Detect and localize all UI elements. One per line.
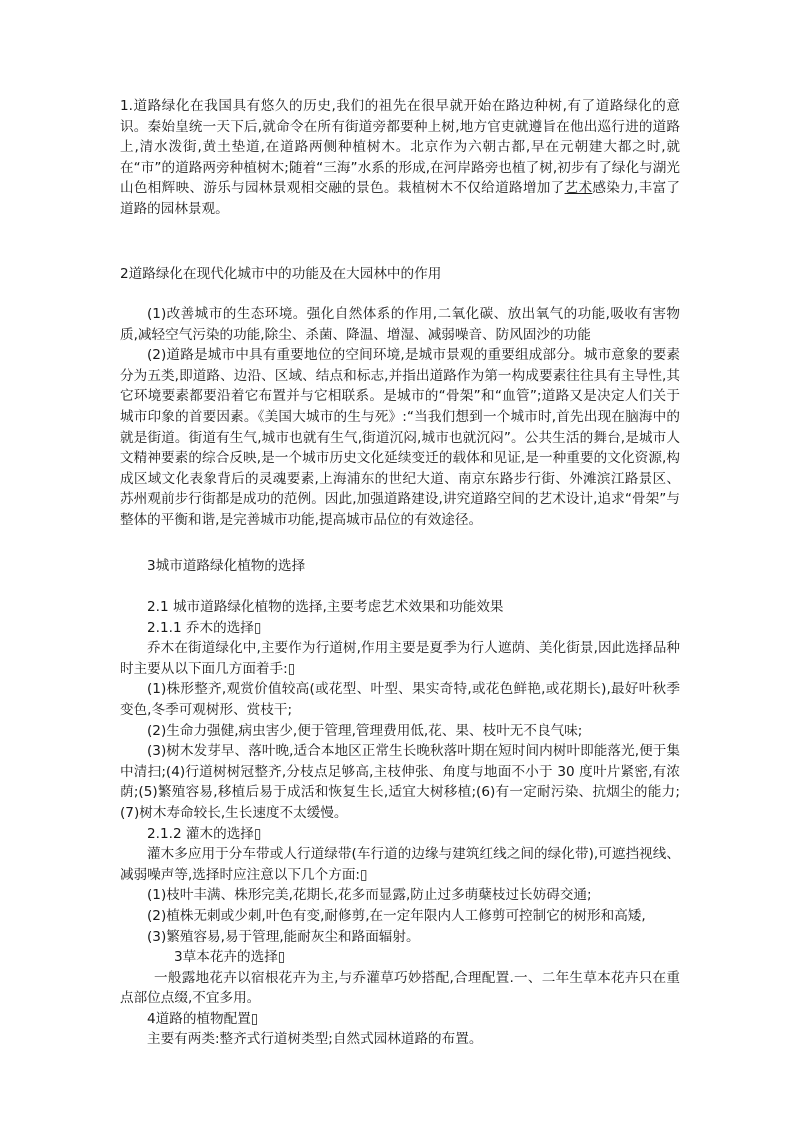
shrub-criterion-3: (3)繁殖容易,易于管理,能耐灰尘和路面辐射。	[147, 928, 420, 945]
shrub-selection-intro: 灌木多应用于分车带或人行道绿带(车行道的边缘与建筑红线之间的绿化带),可遮挡视线、减弱噪声等,选择时应注意以下几个方面:▯	[120, 846, 680, 883]
shrub-criterion-1: (1)枝叶丰满、株形完美,花期长,花多而显露,防止过多萌蘖枝过长妨碍交通;	[147, 887, 592, 904]
section-2-paragraph-1: (1)改善城市的生态环境。强化自然体系的作用,二氧化碳、放出氧气的功能,吸收有害物质,减轻空气污染的功能,除尘、杀菌、降温、增湿、减弱噪音、防风固沙的功能	[120, 306, 680, 343]
sub-heading-2-1-2: 2.1.2 灌木的选择▯	[147, 825, 262, 842]
tree-criterion-2: (2)生命力强健,病虫害少,便于管理,管理费用低,花、果、枝叶无不良气味;	[147, 722, 583, 739]
tree-criterion-1: (1)株形整齐,观赏价值较高(或花型、叶型、果实奇特,或花色鲜艳,或花期长),最好叶秋季变色,冬季可观树形、赏枝干;	[120, 681, 680, 718]
intro-text-before-link: 1.道路绿化在我国具有悠久的历史,我们的祖先在很早就开始在路边种树,有了道路绿化的意识。秦始皇统一天下后,就命令在所有街道旁都要种上树,地方官吏就遵旨在他出巡行进的道路上,清水泼街,黄土垫道,在道路两侧种植树木。北京作为六朝古都,早在元朝建大都之时,就在“市”的道路两旁种植树木;随着“三海”水系的形成,在河岸路旁也植了树,初步有了绿化与湖光山色相辉映、游乐与园林景观相交融的景色。栽植树木不仅给道路增加了	[120, 98, 680, 197]
section-2-paragraph-2: (2)道路是城市中具有重要地位的空间环境,是城市景观的重要组成部分。城市意象的要素分为五类,即道路、边沿、区域、结点和标志,并指出道路作为第一构成要素往往具有主导性,其它环境要素都要沿着它布置并与它相联系。是城市的“骨架”和“血管”;道路又是决定人们关于城市印象的首要因素。《美国大城市的生与死》:“当我们想到一个城市时,首先出现在脑海中的就是街道。街道有生气,城市也就有生气,街道沉闷,城市也就沉闷”。公共生活的舞台,是城市人文精神要素的综合反映,是一个城市历史文化延续变迁的载体和见证,是一种重要的文化资源,构成区域文化表象背后的灵魂要素,上海浦东的世纪大道、南京东路步行街、外滩滨江路景区、苏州观前步行街都是成功的范例。因此,加强道路建设,讲究道路空间的艺术设计,追求“骨架”与整体的平衡和谐,是完善城市功能,提高城市品位的有效途径。	[120, 347, 680, 528]
section-1	[120, 96, 680, 220]
sub-heading-plant-arrangement: 4道路的植物配置▯	[147, 1010, 259, 1027]
flowers-text: 一般露地花卉以宿根花卉为主,与乔灌草巧妙搭配,合理配置.一、二年生草本花卉只在重点部位点缀,不宜多用。	[120, 969, 680, 1007]
section-2-heading-wrap	[120, 264, 680, 285]
intro-paragraph	[120, 96, 680, 220]
section-3-heading-wrap	[120, 556, 680, 577]
section-3-heading: 3城市道路绿化植物的选择	[147, 558, 306, 574]
tree-criterion-3: (3)树木发芽早、落叶晚,适合本地区正常生长晚秋落叶期在短时间内树叶即能落光,便于集中清扫;(4)行道树树冠整齐,分枝点足够高,主枝伸张、角度与地面不小于 30 度叶片紧密,有浓荫;(5)繁殖容易,移植后易于成活和恢复生长,适宜大树移植;(6)有一定耐污染、抗烟尘的能力;(7)树木寿命较长,生长速度不太缓慢。	[120, 743, 680, 821]
sub-heading-2-1: 2.1 城市道路绿化植物的选择,主要考虑艺术效果和功能效果	[147, 599, 504, 615]
shrub-criterion-2: (2)植株无刺或少刺,叶色有变,耐修剪,在一定年限内人工修剪可控制它的树形和高矮,	[147, 907, 646, 924]
section-2-heading: 2道路绿化在现代化城市中的功能及在大园林中的作用	[120, 266, 442, 282]
sub-heading-2-1-1: 2.1.1 乔木的选择▯	[147, 619, 262, 636]
tree-selection-intro: 乔木在街道绿化中,主要作为行道树,作用主要是夏季为行人遮荫、美化街景,因此选择品种时主要从以下面几方面着手:▯	[120, 640, 680, 677]
art-link[interactable]: 艺术	[564, 180, 593, 197]
sub-heading-flowers: 3草本花卉的选择▯	[174, 949, 286, 966]
section-3-body	[120, 597, 680, 1050]
plant-arrangement-text: 主要有两类:整齐式行道树类型;自然式园林道路的布置。	[147, 1031, 483, 1048]
section-2-body	[120, 304, 680, 531]
intro-text-after-link: 感染力,丰富了道路的园林景观。	[120, 180, 681, 217]
